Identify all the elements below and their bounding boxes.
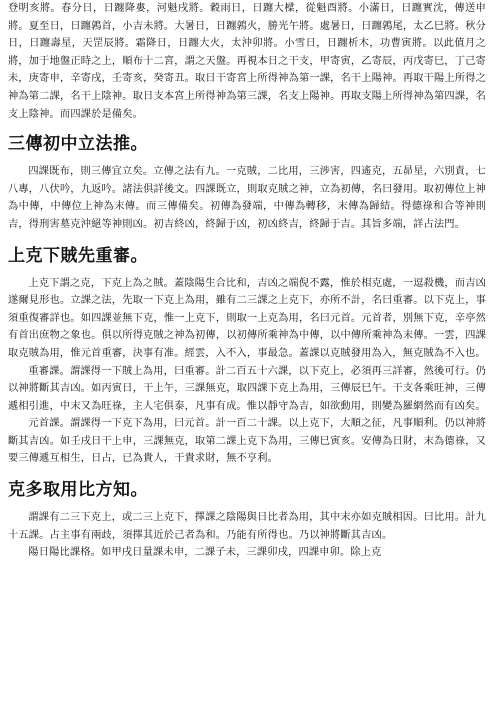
intro-paragraph: 登明亥將。春分日，日躔降婁，河魁戌將。穀雨日，日躔大樑，從魁酉將。小滿日，日躔實沈，傳送申將。夏至日，日躔鶉首，小吉未將。大暑日，日躔鶉火，勝光午將。處暑日，日躔鶉尾，太乙巳將。秋分日，日躔壽星，天罡辰將。霜降日，日躔大火，太沖卯將。小雪日，日躔析木，功曹寅將。以此值月之將，加于地盤正時之上，順布十二宮，謂之天盤。再視本日之干支，甲寄寅，乙寄辰，丙戊寄巳，丁己寄未，庚寄申，辛寄戌，壬寄亥，癸寄丑。取日干寄宮上所得神為第一課，名干上陽神。再取干陽上所得之神為第二課，名干上陰神。取日支本宮上所得神為第三課，名支上陽神。再取支陽上所得神為第四課，名支上陰神。而四課於是備矣。 [8,3,486,120]
section-paragraph: 上克下謂之克，下克上為之賊。蓋陰陽生合比和，吉凶之端倪不露，惟於相克處，一逗殺機，而吉凶遂爾見形也。立課之法，先取一下克上為用，雖有二三課之上克下，亦所不計，名曰重審。以下克上，事須重復審詳也。如四課並無下克，惟一上克下，則取一上克為用，名曰元首。元首者，別無下克，辛亭然有首出庶物之象也。俱以所得克賊之神為初傳，以初傳所乘神為中傳，以中傳所乘神為末傳。一雲，四課取克賊為用，惟元首重審，決事有准。經雲，入不入，事最急。蓋課以克賊發用為入，無克賊為不入也。 [8,277,486,359]
section-heading-comparison: 克多取用比方知。 [8,480,148,501]
section-paragraph: 重審課。謂課得一下賊上為用，曰重審。計二百五十六課，以下克上，必須再三詳審，然後可行。仍以神將斷其吉凶。如丙寅日，干上午，三課無克，取四課下克上為用，三傳辰巳午。干支各乘旺神，三傳遞相引進，中末又為旺祿，主人宅俱泰，凡事有成。惟以靜守為吉，如欲動用，則變為羅網然而有凶矣。 [8,365,486,412]
document-page [8,0,486,562]
section-paragraph: 陽日陽比課格。如甲戌日量課未申，二課子未，三課卯戌，四課申卯。除上克 [28,547,382,559]
section-heading-transmission: 三傳初中立法推。 [8,134,148,155]
section-paragraph: 謂課有二三下克上，或二三上克下，擇課之陰陽與日比者為用，其中末亦如克賊相因。曰比用。計九十五課。占主事有兩歧，須擇其近於己者為和。乃能有所得也。乃以神將斷其吉凶。 [8,512,486,541]
section-heading-restraint: 上克下賊先重審。 [8,245,148,266]
section-paragraph: 四課既布，則三傳宜立矣。立傳之法有九。一克賊，二比用，三涉害，四遙克，五昴星，六別責，七八專，八伏吟，九返吟。諸法俱詳後文。四課既立，則取克賊之神，立為初傳，名曰發用。取初傳位上神為中傳，中傳位上神為末傳。而三傳備矣。初傳為發端，中傳為轉移，末傳為歸結。得德祿和合等神則吉，得刑害墓克沖絕等神則凶。初吉終凶，終歸于凶，初凶終吉，終歸于吉。其旨多端，詳占法門。 [8,166,486,230]
section-paragraph: 元首課。謂課得一下克下為用，曰元首。計一百二十課。以上克下，大順之征，凡事順利。仍以神將斷其吉凶。如壬戌日干上申，三課無克，取第二課上克下為用，三傳巳寅亥。安傳為日財，末為德祿，又要三傳遞互相生，日占，已為貴人，干貴求財，無不亨利。 [8,418,486,465]
